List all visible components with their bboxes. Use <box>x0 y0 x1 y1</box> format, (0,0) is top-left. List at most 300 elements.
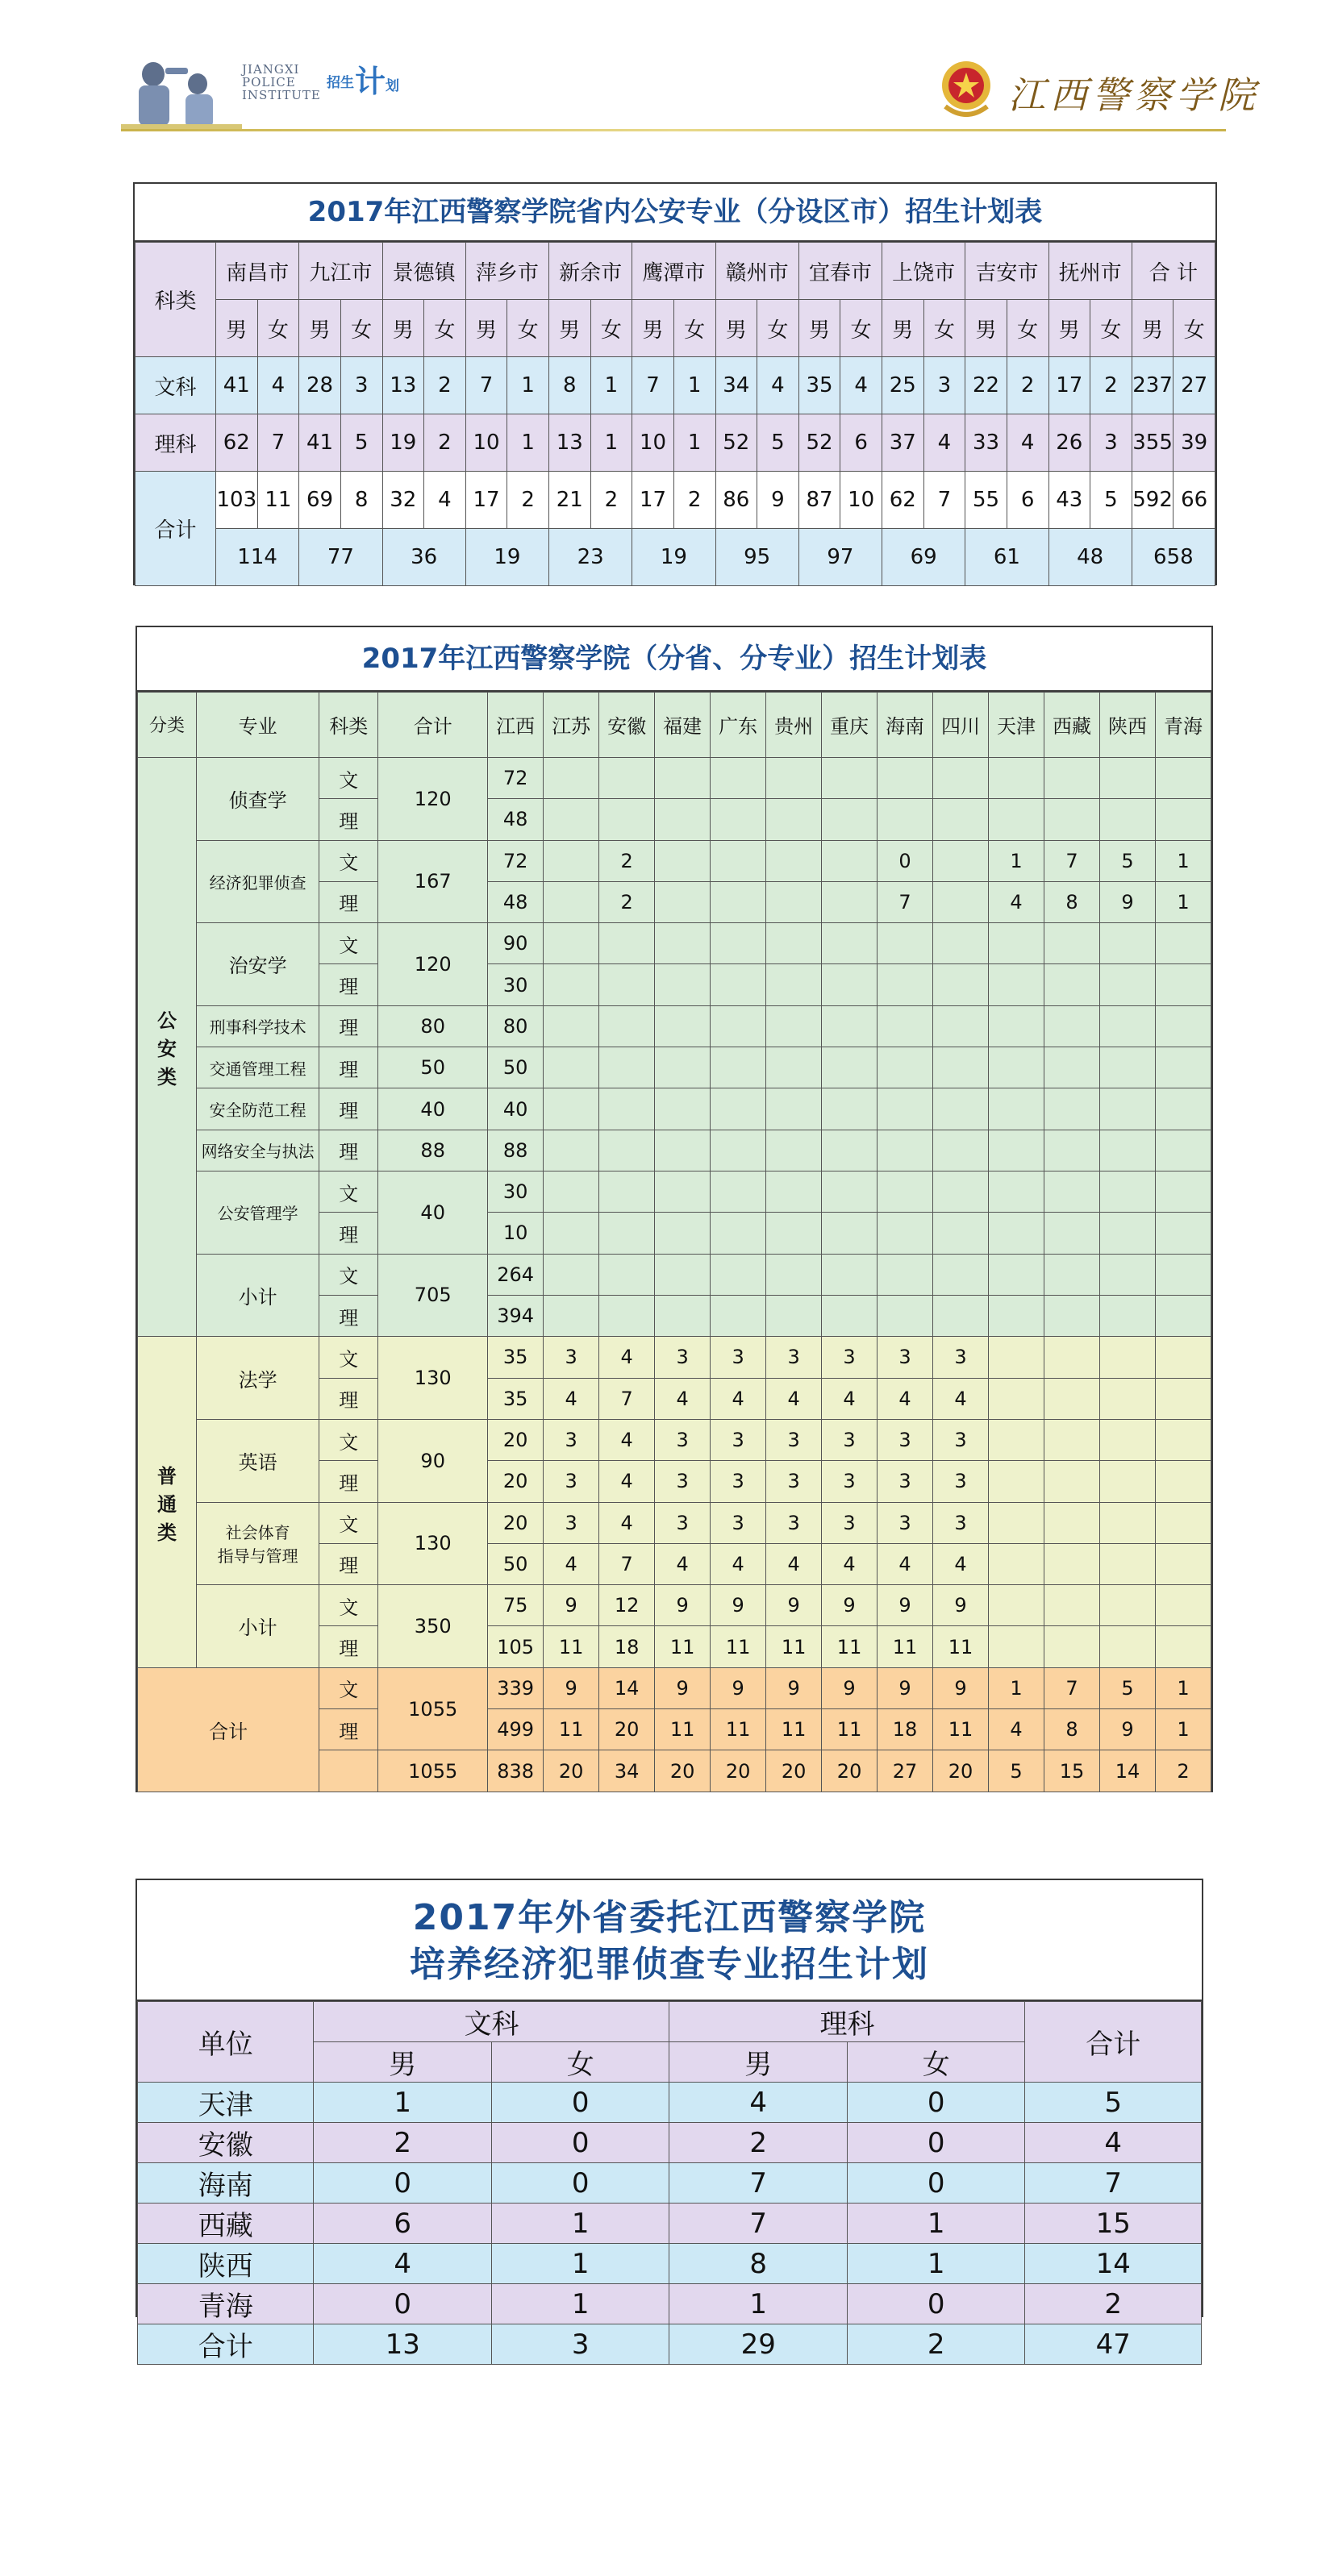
value-cell <box>1155 1337 1211 1378</box>
data-row <box>138 1337 1211 1378</box>
major-total: 40 <box>378 1088 488 1130</box>
value-cell <box>933 1005 989 1047</box>
value-cell <box>544 1254 599 1295</box>
gender-header: 男 <box>669 2042 848 2083</box>
value-cell: 7 <box>257 414 299 472</box>
major-total: 80 <box>378 1005 488 1047</box>
value-cell <box>989 1378 1044 1419</box>
value-cell: 11 <box>822 1626 878 1667</box>
value-cell: 41 <box>299 414 341 472</box>
value-cell <box>711 964 766 1005</box>
major-name: 安全防范工程 <box>197 1088 319 1130</box>
city-header: 九江市 <box>299 243 382 300</box>
value-cell <box>711 1295 766 1336</box>
police-emblem-icon <box>937 58 995 121</box>
value-cell <box>1044 1337 1100 1378</box>
column-header: 科类 <box>319 693 378 758</box>
value-cell: 1 <box>491 2204 669 2244</box>
value-cell: 7 <box>878 881 933 922</box>
value-cell: 1 <box>507 357 549 414</box>
value-cell: 4 <box>1025 2123 1202 2163</box>
male-header: 男 <box>465 300 507 357</box>
value-cell <box>711 799 766 840</box>
value-cell: 1 <box>1155 1667 1211 1708</box>
column-header: 西藏 <box>1044 693 1100 758</box>
major-total: 130 <box>378 1337 488 1420</box>
value-cell <box>544 1047 599 1088</box>
value-cell <box>655 1130 711 1171</box>
value-cell: 3 <box>933 1337 989 1378</box>
data-row <box>138 2083 1202 2123</box>
value-cell: 0 <box>847 2123 1025 2163</box>
data-row <box>138 1005 1211 1047</box>
value-cell: 394 <box>488 1295 544 1336</box>
kind-cell <box>319 1750 378 1792</box>
data-row <box>138 2284 1202 2324</box>
value-cell: 13 <box>549 414 591 472</box>
value-cell <box>655 799 711 840</box>
value-cell: 2 <box>507 472 549 529</box>
city-header: 宜春市 <box>798 243 882 300</box>
value-cell: 3 <box>822 1502 878 1543</box>
value-cell: 37 <box>882 414 924 472</box>
value-cell <box>1155 799 1211 840</box>
column-header: 陕西 <box>1100 693 1156 758</box>
value-cell: 26 <box>1048 414 1090 472</box>
value-cell <box>655 1005 711 1047</box>
value-cell: 20 <box>544 1750 599 1792</box>
value-cell <box>544 1088 599 1130</box>
value-cell <box>711 923 766 964</box>
value-cell <box>822 923 878 964</box>
total-cell: 658 <box>1132 529 1215 586</box>
kind-cell: 文 <box>319 757 378 798</box>
value-cell <box>599 1213 655 1254</box>
value-cell: 9 <box>544 1585 599 1626</box>
value-cell: 20 <box>822 1750 878 1792</box>
value-cell: 4 <box>669 2083 848 2123</box>
value-cell: 14 <box>1025 2244 1202 2284</box>
city-plan-table <box>133 182 1217 585</box>
value-cell <box>599 1254 655 1295</box>
value-cell <box>933 964 989 1005</box>
total-cell: 114 <box>216 529 299 586</box>
value-cell: 3 <box>711 1337 766 1378</box>
value-cell: 3 <box>340 357 382 414</box>
unit-cell: 海南 <box>138 2163 314 2204</box>
value-cell: 838 <box>488 1750 544 1792</box>
female-header: 女 <box>923 300 965 357</box>
total-cell: 48 <box>1048 529 1132 586</box>
kind-cell: 理 <box>319 964 378 1005</box>
value-cell: 10 <box>840 472 882 529</box>
value-cell: 499 <box>488 1709 544 1750</box>
value-cell: 3 <box>544 1337 599 1378</box>
value-cell: 28 <box>299 357 341 414</box>
value-cell <box>1155 1419 1211 1460</box>
data-row <box>138 1585 1211 1626</box>
value-cell: 90 <box>488 923 544 964</box>
major-name: 社会体育 指导与管理 <box>197 1502 319 1585</box>
value-cell: 3 <box>878 1419 933 1460</box>
value-cell <box>655 1254 711 1295</box>
male-header: 男 <box>216 300 258 357</box>
value-cell <box>989 923 1044 964</box>
value-cell: 2 <box>847 2324 1025 2365</box>
data-row <box>138 1171 1211 1213</box>
value-cell: 11 <box>933 1709 989 1750</box>
value-cell: 4 <box>599 1337 655 1378</box>
value-cell: 0 <box>847 2163 1025 2204</box>
value-cell: 88 <box>488 1130 544 1171</box>
college-name-logo: 江西警察学院 <box>1008 73 1260 117</box>
value-cell <box>878 923 933 964</box>
kind-cell: 理 <box>319 1461 378 1502</box>
value-cell <box>933 1047 989 1088</box>
data-row <box>138 1088 1211 1130</box>
value-cell: 5 <box>1090 472 1132 529</box>
city-header: 吉安市 <box>965 243 1048 300</box>
male-header: 男 <box>1132 300 1174 357</box>
value-cell: 20 <box>655 1750 711 1792</box>
value-cell: 35 <box>488 1378 544 1419</box>
police-officers-icon <box>121 50 242 131</box>
value-cell: 2 <box>590 472 632 529</box>
kind-cell: 文 <box>319 923 378 964</box>
grand-total-value: 1055 <box>378 1750 488 1792</box>
value-cell <box>711 1213 766 1254</box>
value-cell <box>1044 1088 1100 1130</box>
value-cell: 11 <box>933 1626 989 1667</box>
value-cell <box>599 1130 655 1171</box>
value-cell <box>1155 1626 1211 1667</box>
value-cell <box>1100 1295 1156 1336</box>
value-cell <box>1155 1543 1211 1584</box>
value-cell: 3 <box>711 1502 766 1543</box>
value-cell <box>822 1047 878 1088</box>
kind-cell: 文 <box>319 1419 378 1460</box>
value-cell: 20 <box>488 1461 544 1502</box>
value-cell <box>766 1295 822 1336</box>
value-cell <box>822 757 878 798</box>
kind-cell: 文 <box>319 1585 378 1626</box>
value-cell: 9 <box>544 1667 599 1708</box>
value-cell: 3 <box>878 1461 933 1502</box>
value-cell: 3 <box>878 1337 933 1378</box>
value-cell: 7 <box>599 1543 655 1584</box>
value-cell: 4 <box>878 1543 933 1584</box>
value-cell: 3 <box>655 1419 711 1460</box>
totals-row <box>135 529 1215 586</box>
value-cell: 339 <box>488 1667 544 1708</box>
logo-line-2: POLICE <box>242 75 296 89</box>
value-cell <box>989 1337 1044 1378</box>
value-cell: 2 <box>1155 1750 1211 1792</box>
value-cell <box>822 1295 878 1336</box>
value-cell <box>933 881 989 922</box>
value-cell: 20 <box>711 1750 766 1792</box>
value-cell <box>878 757 933 798</box>
value-cell: 9 <box>1100 881 1156 922</box>
value-cell: 3 <box>711 1419 766 1460</box>
kind-cell: 文 <box>319 840 378 881</box>
value-cell: 4 <box>989 1709 1044 1750</box>
value-cell <box>655 964 711 1005</box>
city-header: 抚州市 <box>1048 243 1132 300</box>
value-cell <box>711 1088 766 1130</box>
value-cell: 4 <box>257 357 299 414</box>
entrusted-title-line-2: 培养经济犯罪侦查专业招生计划 <box>410 1944 929 1985</box>
value-cell <box>1044 923 1100 964</box>
value-cell <box>766 799 822 840</box>
value-cell: 48 <box>488 881 544 922</box>
gender-header: 女 <box>847 2042 1025 2083</box>
value-cell: 15 <box>1044 1750 1100 1792</box>
value-cell: 9 <box>822 1667 878 1708</box>
value-cell <box>989 1005 1044 1047</box>
value-cell <box>933 1254 989 1295</box>
value-cell <box>1044 1378 1100 1419</box>
value-cell: 14 <box>1100 1750 1156 1792</box>
value-cell: 11 <box>878 1626 933 1667</box>
female-header: 女 <box>673 300 715 357</box>
value-cell <box>1100 757 1156 798</box>
value-cell: 1 <box>491 2244 669 2284</box>
value-cell: 75 <box>488 1585 544 1626</box>
city-header: 景德镇 <box>382 243 465 300</box>
value-cell: 43 <box>1048 472 1090 529</box>
value-cell: 47 <box>1025 2324 1202 2365</box>
value-cell <box>766 1005 822 1047</box>
value-cell: 62 <box>216 414 258 472</box>
value-cell <box>989 1130 1044 1171</box>
city-plan-title: 2017年江西警察学院省内公安专业（分设区市）招生计划表 <box>135 184 1215 242</box>
value-cell: 0 <box>491 2123 669 2163</box>
data-row <box>138 2204 1202 2244</box>
value-cell: 1 <box>590 414 632 472</box>
value-cell <box>1100 1171 1156 1213</box>
value-cell <box>655 757 711 798</box>
value-cell <box>989 1047 1044 1088</box>
value-cell <box>878 1047 933 1088</box>
value-cell: 4 <box>1007 414 1048 472</box>
value-cell <box>1044 964 1100 1005</box>
value-cell <box>989 1213 1044 1254</box>
value-cell: 50 <box>488 1543 544 1584</box>
major-name: 公安管理学 <box>197 1171 319 1255</box>
city-header: 鹰潭市 <box>632 243 715 300</box>
value-cell: 10 <box>632 414 674 472</box>
value-cell: 4 <box>599 1419 655 1460</box>
value-cell: 9 <box>757 472 799 529</box>
value-cell <box>544 757 599 798</box>
value-cell <box>822 1088 878 1130</box>
value-cell <box>989 1419 1044 1460</box>
major-total: 88 <box>378 1130 488 1171</box>
data-row <box>138 2324 1202 2365</box>
logo-english-text <box>242 63 321 102</box>
value-cell: 4 <box>822 1378 878 1419</box>
total-cell: 36 <box>382 529 465 586</box>
value-cell <box>1100 1254 1156 1295</box>
value-cell: 1 <box>1155 1709 1211 1750</box>
value-cell <box>1044 1130 1100 1171</box>
value-cell <box>933 799 989 840</box>
value-cell: 9 <box>933 1585 989 1626</box>
value-cell: 592 <box>1132 472 1174 529</box>
value-cell: 9 <box>1100 1709 1156 1750</box>
value-cell: 2 <box>424 414 466 472</box>
entrusted-plan-table <box>135 1879 1203 2363</box>
value-cell: 4 <box>424 472 466 529</box>
value-cell: 4 <box>989 881 1044 922</box>
column-header: 贵州 <box>766 693 822 758</box>
value-cell: 3 <box>933 1502 989 1543</box>
header-divider <box>121 129 1226 131</box>
value-cell: 4 <box>655 1378 711 1419</box>
city-header: 新余市 <box>549 243 632 300</box>
value-cell: 2 <box>599 881 655 922</box>
female-header: 女 <box>424 300 466 357</box>
total-row <box>138 1667 1211 1708</box>
male-header: 男 <box>798 300 840 357</box>
value-cell: 1 <box>1155 840 1211 881</box>
value-cell: 7 <box>1025 2163 1202 2204</box>
kind-cell: 文 <box>319 1667 378 1708</box>
value-cell <box>822 1254 878 1295</box>
data-row <box>138 1130 1211 1171</box>
major-total: 120 <box>378 923 488 1006</box>
value-cell <box>1044 1543 1100 1584</box>
female-header: 女 <box>1007 300 1048 357</box>
value-cell <box>989 1502 1044 1543</box>
value-cell: 22 <box>965 357 1007 414</box>
value-cell: 50 <box>488 1047 544 1088</box>
value-cell <box>989 757 1044 798</box>
value-cell <box>1100 1585 1156 1626</box>
value-cell <box>822 881 878 922</box>
value-cell: 1 <box>847 2244 1025 2284</box>
female-header: 女 <box>840 300 882 357</box>
logo-hua-text: 划 <box>386 78 399 94</box>
row-label: 合计 <box>135 472 216 586</box>
value-cell <box>933 757 989 798</box>
value-cell: 1 <box>590 357 632 414</box>
province-major-plan-table <box>135 626 1213 1792</box>
kind-cell: 理 <box>319 1005 378 1047</box>
value-cell: 69 <box>299 472 341 529</box>
value-cell <box>933 1295 989 1336</box>
value-cell: 62 <box>882 472 924 529</box>
total-cell: 23 <box>549 529 632 586</box>
value-cell <box>711 1047 766 1088</box>
kind-cell: 文 <box>319 1171 378 1213</box>
corner-header: 科类 <box>135 243 216 357</box>
value-cell <box>544 964 599 1005</box>
value-cell: 1 <box>507 414 549 472</box>
value-cell <box>1100 1543 1156 1584</box>
data-row <box>138 1419 1211 1460</box>
value-cell: 8 <box>1044 881 1100 922</box>
value-cell: 3 <box>822 1337 878 1378</box>
kind-cell: 理 <box>319 1626 378 1667</box>
value-cell: 5 <box>1025 2083 1202 2123</box>
value-cell: 3 <box>655 1337 711 1378</box>
value-cell: 21 <box>549 472 591 529</box>
kind-cell: 文 <box>319 1502 378 1543</box>
row-label: 文科 <box>135 357 216 414</box>
value-cell: 72 <box>488 757 544 798</box>
data-row <box>138 2123 1202 2163</box>
value-cell <box>1044 799 1100 840</box>
value-cell: 0 <box>847 2083 1025 2123</box>
value-cell <box>766 1130 822 1171</box>
value-cell: 9 <box>655 1585 711 1626</box>
value-cell <box>933 1130 989 1171</box>
value-cell: 8 <box>669 2244 848 2284</box>
value-cell <box>822 1213 878 1254</box>
value-cell <box>1100 964 1156 1005</box>
total-cell: 19 <box>465 529 548 586</box>
data-row <box>135 414 1215 472</box>
value-cell <box>711 881 766 922</box>
value-cell: 11 <box>655 1709 711 1750</box>
value-cell: 34 <box>715 357 757 414</box>
value-cell <box>989 1461 1044 1502</box>
value-cell <box>1155 1047 1211 1088</box>
kind-cell: 理 <box>319 1543 378 1584</box>
value-cell: 11 <box>766 1626 822 1667</box>
value-cell: 11 <box>766 1709 822 1750</box>
value-cell <box>544 1005 599 1047</box>
value-cell: 20 <box>599 1709 655 1750</box>
value-cell: 3 <box>878 1502 933 1543</box>
value-cell: 48 <box>488 799 544 840</box>
value-cell: 237 <box>1132 357 1174 414</box>
value-cell <box>989 1585 1044 1626</box>
value-cell <box>1044 1047 1100 1088</box>
value-cell <box>1100 1130 1156 1171</box>
value-cell <box>1155 1005 1211 1047</box>
value-cell: 1 <box>847 2204 1025 2244</box>
value-cell <box>822 1005 878 1047</box>
value-cell <box>989 1171 1044 1213</box>
value-cell: 19 <box>382 414 424 472</box>
value-cell: 7 <box>465 357 507 414</box>
value-cell <box>989 799 1044 840</box>
value-cell <box>1100 1502 1156 1543</box>
value-cell <box>1044 1254 1100 1295</box>
column-header: 江苏 <box>544 693 599 758</box>
unit-cell: 合计 <box>138 2324 314 2365</box>
value-cell <box>1044 1005 1100 1047</box>
value-cell: 20 <box>488 1419 544 1460</box>
gender-header: 男 <box>314 2042 492 2083</box>
value-cell: 3 <box>1090 414 1132 472</box>
value-cell: 3 <box>655 1502 711 1543</box>
value-cell <box>544 840 599 881</box>
value-cell <box>1155 1461 1211 1502</box>
value-cell <box>544 881 599 922</box>
value-cell: 3 <box>933 1461 989 1502</box>
value-cell <box>1100 1626 1156 1667</box>
column-header: 合计 <box>378 693 488 758</box>
major-name: 治安学 <box>197 923 319 1006</box>
column-header: 专业 <box>197 693 319 758</box>
value-cell: 66 <box>1174 472 1215 529</box>
value-cell: 3 <box>544 1502 599 1543</box>
value-cell <box>711 1171 766 1213</box>
